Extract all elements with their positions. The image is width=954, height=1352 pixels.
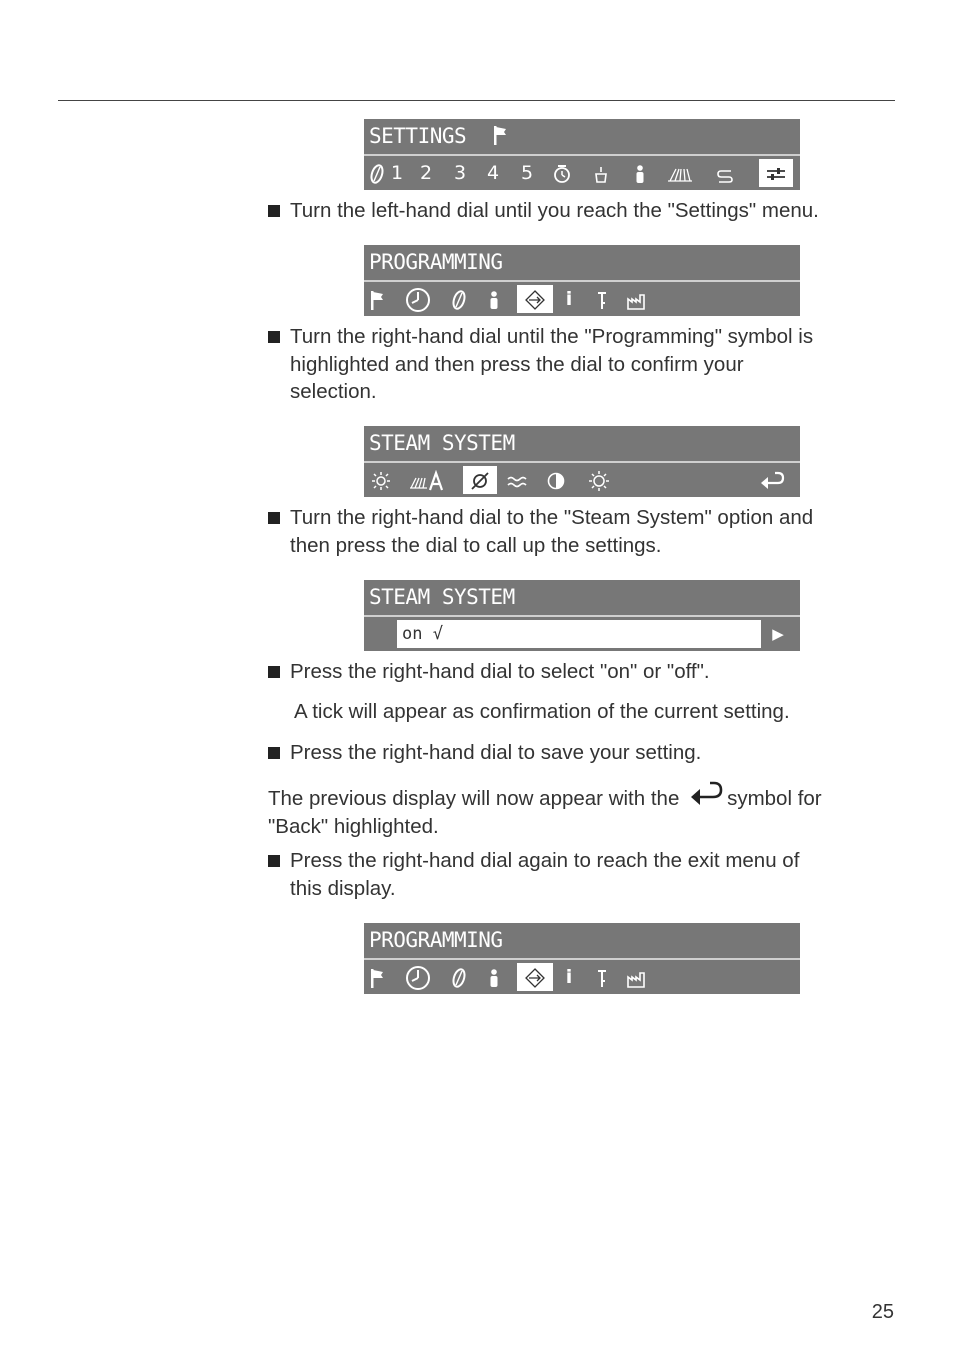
note-tick: A tick will appear as confirmation of the current setting. [294,700,790,723]
contrast-icon [546,466,566,494]
steam-system-menu-display [364,426,800,497]
bullet [268,205,280,217]
timer-icon [552,159,572,187]
key-icon [593,285,611,313]
display-title: PROGRAMMING [364,923,800,960]
text-line: highlighted and then press the dial to confirm your [290,352,744,376]
steam-system-value: on √ [397,620,761,648]
bullet [268,855,280,867]
bean-icon [450,963,468,991]
bean-icon [450,285,468,313]
loop-icon [716,159,734,187]
bullet [268,331,280,343]
header-rule [58,100,895,101]
text-fragment: symbol for [727,787,822,810]
step-save-setting: Press the right-hand dial to save your setting. [290,741,702,764]
text-line: selection. [290,380,377,403]
program-1: 1 [390,162,404,184]
step-highlight-programming [290,323,813,406]
text-line: Turn the right-hand dial to the "Steam System" option and [290,506,814,529]
flag-icon [368,963,386,991]
text-fragment: The previous display will now appear with the [268,787,680,810]
page-number: 25 [871,1301,894,1323]
bullet [268,666,280,678]
person-icon [631,159,649,187]
program-5: 5 [520,162,534,184]
right-arrow-icon: ▶ [772,625,784,643]
cup-icon [592,159,610,187]
step-select-settings: Turn the left-hand dial until you reach the "Settings" menu. [290,199,819,222]
flag-icon [492,124,508,146]
text-line [268,779,822,813]
program-3: 3 [453,162,467,184]
hardness-icon [409,466,445,494]
text-line: "Back" highlighted. [268,814,439,838]
step-select-steam-system [290,504,813,559]
text-line: then press the dial to call up the settings. [290,533,662,557]
back-icon [689,779,725,809]
programming-display-return [364,923,800,994]
factory-icon [626,963,648,991]
paragraph-back-symbol [268,779,822,840]
step-select-on-off: Press the right-hand dial to select "on" or "off". [290,660,710,683]
flag-icon [368,285,386,313]
text-line: Press the right-hand dial again to reach the exit menu of [290,849,800,872]
text-line: Turn the right-hand dial until the "Programming" symbol is [290,325,814,348]
bullet [268,747,280,759]
display-title: SETTINGS [364,119,800,156]
spray-icon [666,159,694,187]
clock-icon [405,285,431,313]
info-icon: i [565,288,573,310]
factory-icon [626,285,648,313]
bean-icon [368,159,386,187]
clock-icon [405,963,431,991]
steam-off-icon [463,466,497,494]
info-icon: i [565,966,573,988]
sliders-icon [759,159,793,187]
person-icon [485,285,503,313]
display-title: STEAM SYSTEM [364,580,800,617]
program-2: 2 [419,162,433,184]
diamond-arrow-icon [517,963,553,991]
person-icon [485,963,503,991]
display-title: PROGRAMMING [364,245,800,282]
settings-display [364,119,800,190]
sun-icon [370,466,392,494]
program-4: 4 [486,162,500,184]
text-line: this display. [290,876,396,900]
step-exit-menu [290,847,799,902]
display-title: STEAM SYSTEM [364,426,800,463]
waves-icon [506,466,528,494]
back-icon [758,466,786,494]
diamond-arrow-icon [517,285,553,313]
key-icon [593,963,611,991]
brightness-icon [587,466,611,494]
bullet [268,512,280,524]
steam-system-option-display [364,580,800,651]
programming-display [364,245,800,316]
